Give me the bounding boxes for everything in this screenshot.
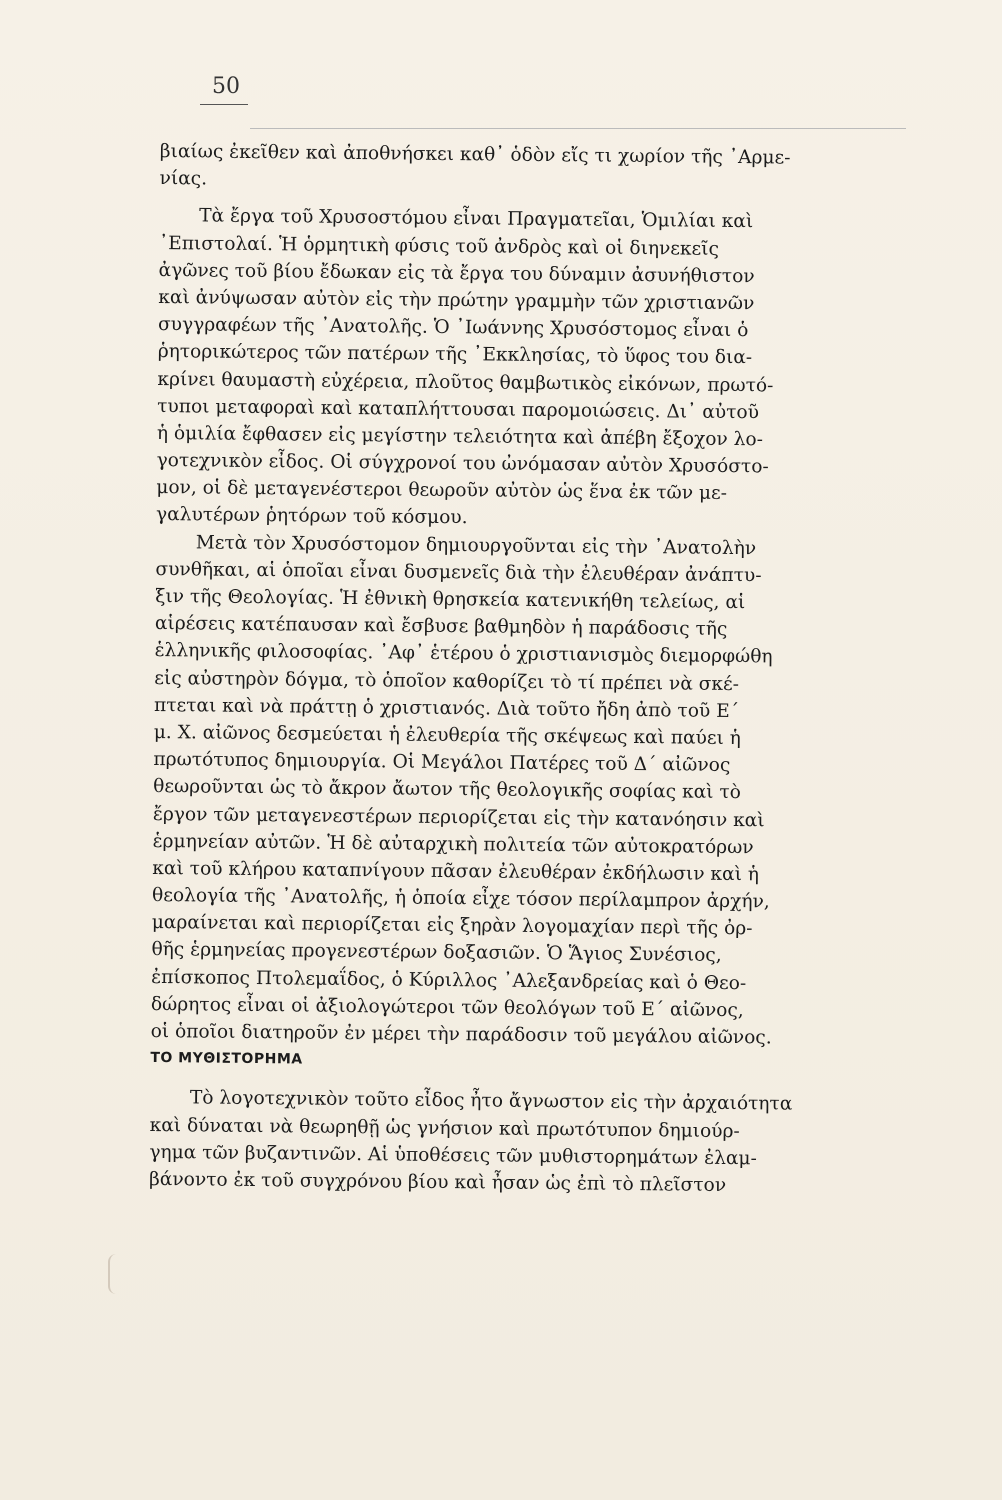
text-line: νίας. (159, 168, 208, 190)
header-rule (250, 128, 906, 129)
text-line: ᾿Επιστολαί. Ἡ ὁρμητικὴ φύσις τοῦ ἀνδρὸς καὶ οἱ διηνεκεῖς (158, 232, 720, 260)
text-line: βιαίως ἐκεῖθεν καὶ ἀποθνήσκει καθ᾿ ὁδὸν εἴς τι χωρίον τῆς ᾿Αρμε- (159, 140, 791, 169)
text-line: ἐπίσκοπος Πτολεμαΐδος, ὁ Κύριλλος ᾿Αλεξανδρείας καὶ ὁ Θεο- (151, 966, 747, 994)
text-line: ἡ ὁμιλία ἔφθασεν εἰς μεγίστην τελειότητα καὶ ἀπέβη ἔξοχον λο- (156, 422, 764, 451)
text-line: ἀγῶνες τοῦ βίου ἔδωκαν εἰς τὰ ἔργα του δύναμιν ἀσυνήθιστον (158, 259, 755, 287)
text-line: τυποι μεταφοραὶ καὶ καταπλήττουσαι παρομοιώσεις. Δι᾿ αὐτοῦ (157, 395, 760, 423)
text-line: πρωτότυπος δημιουργία. Οἱ Μεγάλοι Πατέρες τοῦ Δ´ αἰῶνος (153, 749, 731, 777)
text-line: Μετὰ τὸν Χρυσόστομον δημιουργοῦνται εἰς τὴν ᾿Ανατολὴν (195, 532, 757, 559)
text-line: Τὰ ἔργα τοῦ Χρυσοστόμου εἶναι Πραγματεῖαι, Ὁμιλίαι καὶ (199, 205, 754, 233)
text-line: συγγραφέων τῆς ᾿Ανατολῆς. Ὁ ᾿Ιωάννης Χρυσόστομος εἶναι ὁ (157, 314, 749, 342)
text-line: μαραίνεται καὶ περιορίζεται εἰς ξηρὰν λογομαχίαν περὶ τῆς ὀρ- (151, 912, 753, 940)
text-line: εἰς αὐστηρὸν δόγμα, τὸ ὁποῖον καθορίζει τὸ τί πρέπει νὰ σκέ- (154, 667, 740, 695)
text-line: θεωροῦνται ὡς τὸ ἄκρον ἄωτον τῆς θεολογικῆς σοφίας καὶ τὸ (153, 776, 742, 804)
text-line: καὶ ἀνύψωσαν αὐτὸν εἰς τὴν πρώτην γραμμὴν τῶν χριστιανῶν (158, 286, 755, 315)
text-line: Τὸ λογοτεχνικὸν τοῦτο εἶδος ἦτο ἄγνωστον εἰς τὴν ἀρχαιότητα (189, 1087, 793, 1116)
text-line: θεολογία τῆς ᾿Ανατολῆς, ἡ ὁποία εἶχε τόσον περίλαμπρον ἀρχήν, (151, 885, 770, 913)
text-line: ἑλληνικῆς φιλοσοφίας. ᾿Αφ᾿ ἑτέρου ὁ χριστιανισμὸς διεμορφώθη (154, 640, 773, 668)
text-line: γημα τῶν βυζαντινῶν. Αἱ ὑποθέσεις τῶν μυθιστορημάτων ἐλαμ- (149, 1141, 757, 1170)
text-line: ξιν τῆς Θεολογίας. Ἡ ἐθνικὴ θρησκεία κατενικήθη τελείως, αἱ (155, 585, 746, 614)
text-line: δώρητος εἶναι οἱ ἀξιολογώτεροι τῶν θεολόγων τοῦ Ε´ αἰῶνος, (150, 993, 744, 1021)
page-number: 50 (212, 74, 240, 99)
text-line: θῆς ἑρμηνείας προγενεστέρων δοξασιῶν. Ὁ Ἅγιος Συνέσιος, (151, 939, 722, 967)
text-line: βάνοντο ἐκ τοῦ συγχρόνου βίου καὶ ἦσαν ὡς ἐπὶ τὸ πλεῖστον (148, 1168, 727, 1196)
text-line: γοτεχνικὸν εἶδος. Οἱ σύγχρονοί του ὠνόμασαν αὐτὸν Χρυσόστο- (156, 450, 769, 478)
body-text (149, 138, 905, 1201)
text-line: συνθῆκαι, αἱ ὁποῖαι εἶναι δυσμενεῖς διὰ τὴν ἐλευθέραν ἀνάπτυ- (155, 558, 762, 587)
text-line: ῥητορικώτερος τῶν πατέρων τῆς ᾿Εκκλησίας, τὸ ὕφος του δια- (157, 341, 753, 369)
text-line: καὶ τοῦ κλήρου καταπνίγουν πᾶσαν ἐλευθέραν ἐκδήλωσιν καὶ ἡ (152, 857, 760, 886)
text-line: αἱρέσεις κατέπαυσαν καὶ ἔσβυσε βαθμηδὸν ἡ παράδοσις τῆς (154, 613, 728, 641)
text-line: μ. Χ. αἰῶνος δεσμεύεται ἡ ἐλευθερία τῆς σκέψεως καὶ παύει ἡ (153, 721, 741, 750)
page-number-underline (200, 104, 248, 105)
text-line: γαλυτέρων ῥητόρων τοῦ κόσμου. (155, 504, 468, 529)
text-line: ἔργον τῶν μεταγενεστέρων περιορίζεται εἰς τὴν κατανόησιν καὶ (152, 803, 765, 831)
text-line: οἱ ὁποῖοι διατηροῦν ἐν μέρει τὴν παράδοσιν τοῦ μεγάλου αἰῶνος. (150, 1020, 772, 1049)
text-line: καὶ δύναται νὰ θεωρηθῇ ὡς γνήσιον καὶ πρωτότυπον δημιούρ- (149, 1114, 740, 1142)
scan-mark (108, 1254, 124, 1294)
section-heading: ΤΟ ΜΥΘΙΣΤΟΡΗΜΑ (150, 1050, 303, 1068)
text-line: ἑρμηνείαν αὐτῶν. Ἡ δὲ αὐταρχικὴ πολιτεία τῶν αὐτοκρατόρων (152, 830, 754, 858)
text-line: πτεται καὶ νὰ πράττῃ ὁ χριστιανός. Διὰ τοῦτο ἤδη ἀπὸ τοῦ Ε´ (153, 694, 740, 722)
text-line: μον, οἱ δὲ μεταγενέστεροι θεωροῦν αὐτὸν ὡς ἕνα ἐκ τῶν με- (156, 477, 728, 505)
text-line: κρίνει θαυμαστὴ εὐχέρεια, πλοῦτος θαμβωτικὸς εἰκόνων, πρωτό- (157, 368, 774, 396)
